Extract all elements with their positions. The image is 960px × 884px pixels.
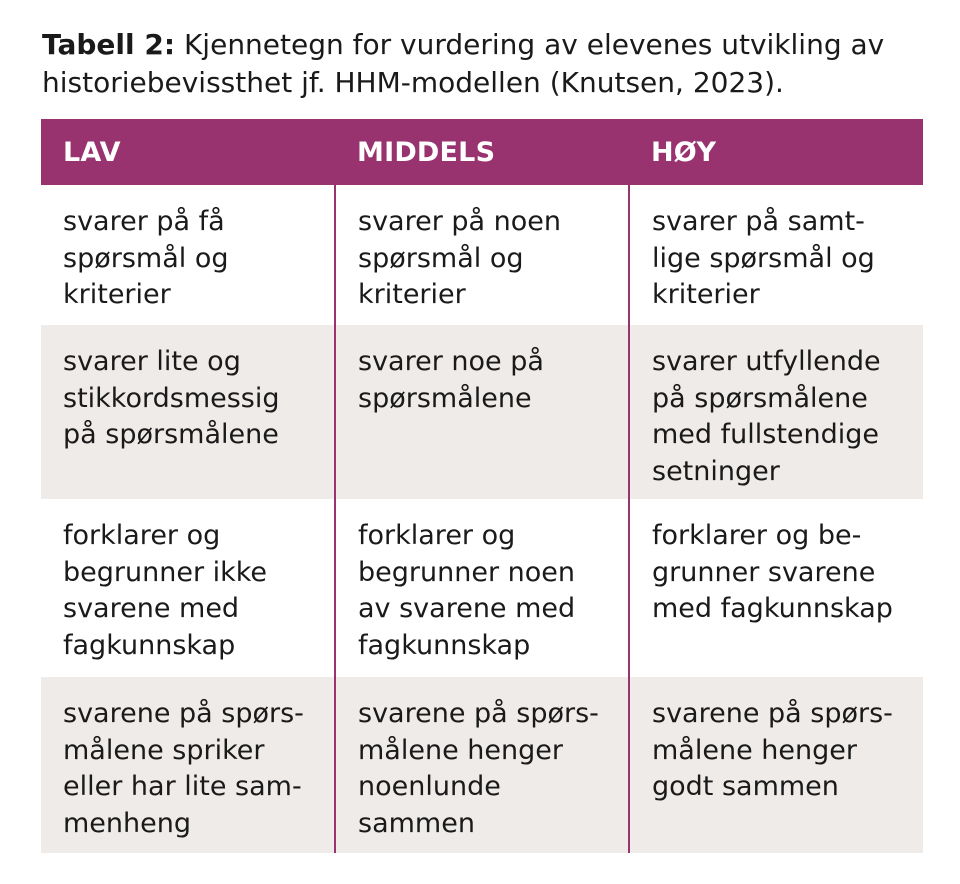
assessment-table	[41, 119, 923, 853]
table-row	[41, 499, 923, 677]
table-cell	[335, 499, 629, 677]
column-header-lav: LAV	[41, 119, 335, 185]
table-caption-label: Tabell 2:	[42, 28, 176, 61]
cell-text: forklarer og begrunner noen av svarene med fagkunnskap	[358, 520, 576, 661]
table-caption	[42, 26, 922, 102]
cell-text: svarene på spørs- målene henger noenlunde sammen	[358, 698, 599, 839]
cell-text: forklarer og begrunner ikke svarene med fagkunnskap	[63, 520, 268, 661]
table-row	[41, 325, 923, 499]
cell-text: svarer noe på spørsmålene	[358, 346, 544, 414]
column-header-middels: MIDDELS	[335, 119, 629, 185]
cell-text: svarer lite og stikkordsmessig på spørsmålene	[63, 346, 280, 450]
table-cell	[41, 677, 335, 853]
cell-text: svarer på noen spørsmål og kriterier	[358, 206, 562, 310]
table-cell	[335, 677, 629, 853]
column-header-hoy: HØY	[629, 119, 923, 185]
table-cell	[41, 499, 335, 677]
table-cell	[41, 185, 335, 325]
cell-text: svarer utfyllende på spørsmålene med fullstendige setninger	[652, 346, 881, 487]
table-cell	[335, 185, 629, 325]
cell-text: svarer på få spørsmål og kriterier	[63, 206, 229, 310]
table-cell	[629, 185, 923, 325]
cell-text: svarer på samt- lige spørsmål og kriterier	[652, 206, 875, 310]
table-cell	[629, 499, 923, 677]
cell-text: svarene på spørs- målene spriker eller har lite sam- menheng	[63, 698, 304, 839]
table-cell	[41, 325, 335, 499]
table-row	[41, 677, 923, 853]
table-cell	[629, 677, 923, 853]
cell-text: svarene på spørs- målene henger godt sammen	[652, 698, 893, 802]
table-row	[41, 185, 923, 325]
table-cell	[629, 325, 923, 499]
cell-text: forklarer og be- grunner svarene med fagkunnskap	[652, 520, 893, 624]
table-header-row	[41, 119, 923, 185]
table-cell	[335, 325, 629, 499]
table-caption-text: Kjennetegn for vurdering av elevenes utvikling av historiebevissthet jf. HHM-modellen (Knutsen, 2023).	[42, 28, 885, 99]
